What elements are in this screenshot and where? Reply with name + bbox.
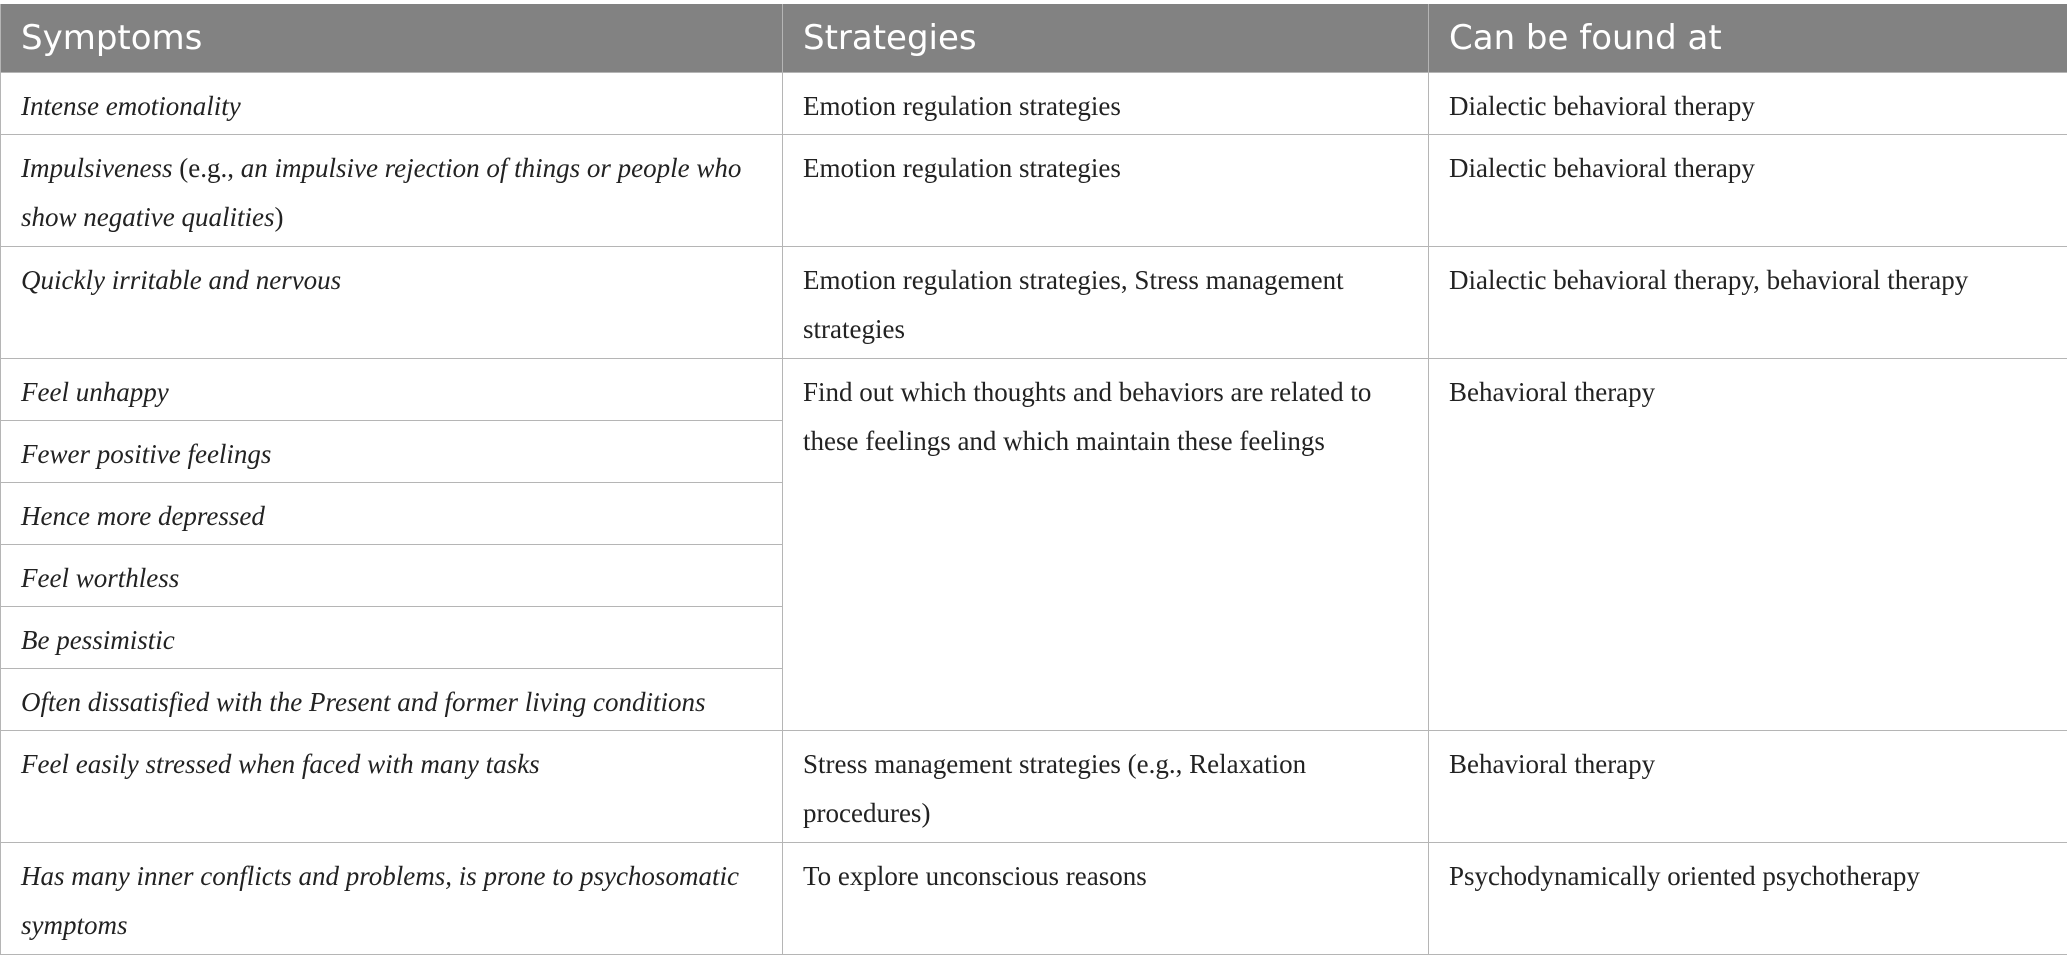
header-strategies: Strategies (783, 4, 1429, 72)
symptom-cell: Quickly irritable and nervous (1, 246, 783, 358)
symptom-paren-open: ( (172, 152, 189, 183)
symptom-cell: Fewer positive feelings (1, 420, 783, 482)
table-row (1, 134, 2067, 246)
symptom-paren-close: ) (274, 201, 284, 232)
table-row (1, 72, 2067, 134)
table-body (1, 72, 2067, 954)
symptom-cell: Feel easily stressed when faced with many tasks (1, 730, 783, 842)
header-symptoms: Symptoms (1, 4, 783, 72)
symptoms-strategies-table-container (0, 4, 2067, 955)
strategy-cell: Emotion regulation strategies, Stress management strategies (783, 246, 1429, 358)
symptom-cell: Often dissatisfied with the Present and former living conditions (1, 668, 783, 730)
symptom-eg: e.g., (188, 152, 234, 183)
table-row (1, 358, 2067, 420)
found-at-cell: Dialectic behavioral therapy (1429, 72, 2067, 134)
symptom-cell: Hence more depressed (1, 482, 783, 544)
symptom-text-detail: an impulsive rejection of things or people who show negative qualities (21, 152, 742, 232)
found-at-cell: Psychodynamically oriented psychotherapy (1429, 842, 2067, 954)
table-header (1, 4, 2067, 72)
found-at-cell: Behavioral therapy (1429, 730, 2067, 842)
strategy-cell: Emotion regulation strategies (783, 134, 1429, 246)
symptom-cell: Has many inner conflicts and problems, is prone to psychosomatic symptoms (1, 842, 783, 954)
strategy-cell: Stress management strategies (e.g., Relaxation procedures) (783, 730, 1429, 842)
strategy-cell-merged: Find out which thoughts and behaviors are related to these feelings and which maintain these feelings (783, 358, 1429, 730)
strategy-cell: To explore unconscious reasons (783, 842, 1429, 954)
header-row (1, 4, 2067, 72)
table-row (1, 842, 2067, 954)
header-can-be-found-at: Can be found at (1429, 4, 2067, 72)
found-at-cell: Dialectic behavioral therapy, behavioral therapy (1429, 246, 2067, 358)
symptoms-strategies-table (0, 4, 2067, 955)
symptom-cell: Feel unhappy (1, 358, 783, 420)
symptom-cell: Intense emotionality (1, 72, 783, 134)
table-row (1, 246, 2067, 358)
symptom-cell: Be pessimistic (1, 606, 783, 668)
symptom-cell (1, 134, 783, 246)
strategy-cell: Emotion regulation strategies (783, 72, 1429, 134)
found-at-cell-merged: Behavioral therapy (1429, 358, 2067, 730)
found-at-cell: Dialectic behavioral therapy (1429, 134, 2067, 246)
symptom-cell: Feel worthless (1, 544, 783, 606)
symptom-text-impulsiveness: Impulsiveness (21, 152, 173, 183)
table-row (1, 730, 2067, 842)
